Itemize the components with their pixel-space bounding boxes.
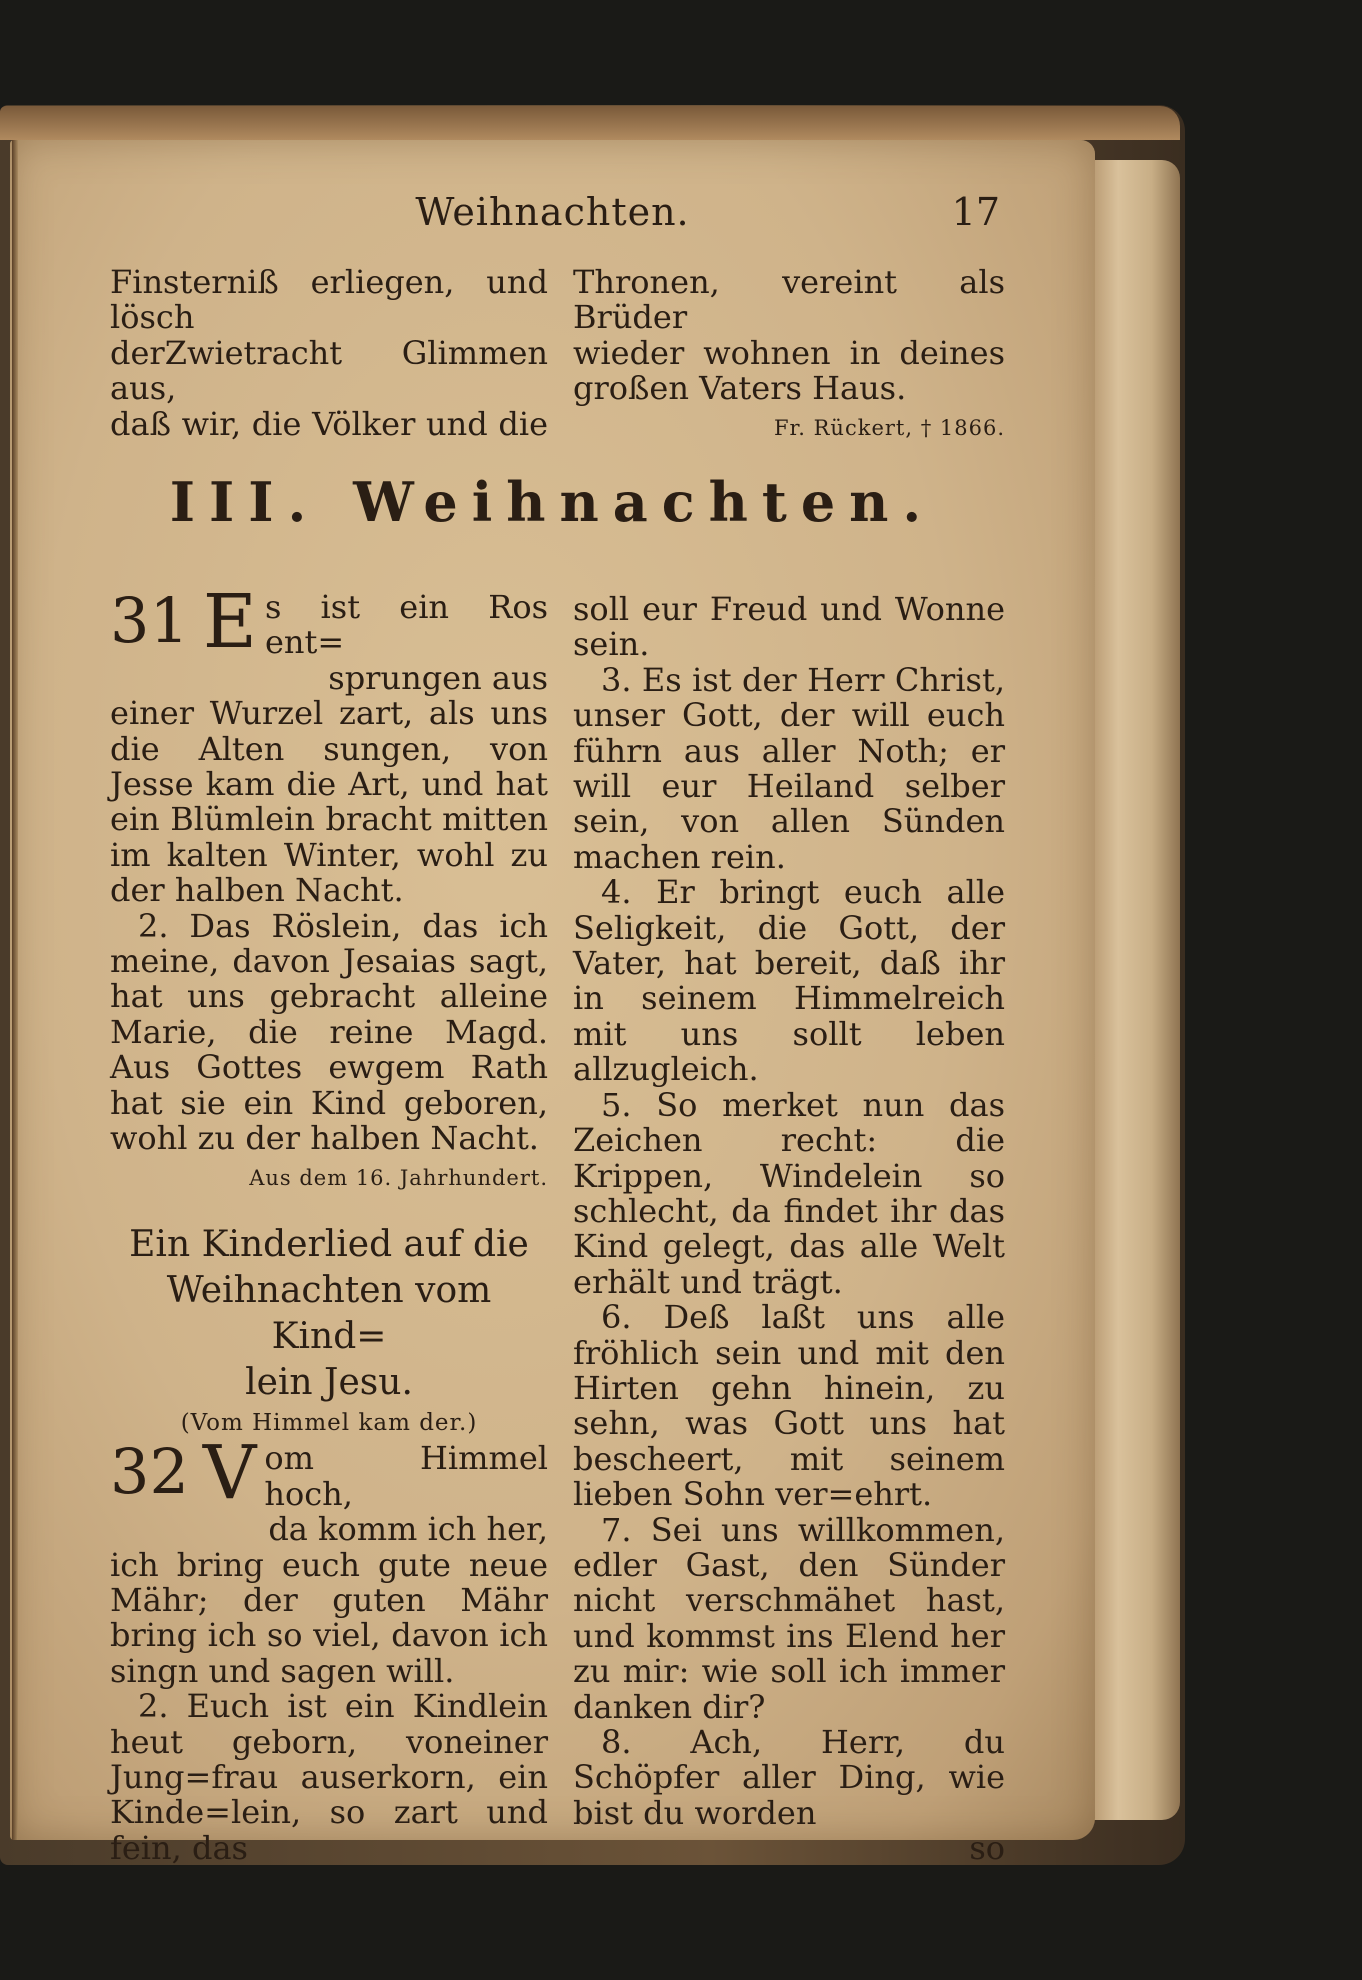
attribution: Fr. Rückert, † 1866. <box>773 415 1005 440</box>
top-right-text <box>573 265 1005 446</box>
hymn-31 <box>110 579 548 1196</box>
text-line: Thronen, vereint als Brüder <box>573 263 1005 337</box>
hymn-title-line: Ein Kinderlied auf die <box>129 1223 529 1265</box>
attribution: Aus dem 16. Jahrhundert. <box>249 1165 548 1190</box>
hymn-32 <box>110 1222 548 1866</box>
hymn-number: 32 <box>110 1435 189 1509</box>
drop-cap: V <box>202 1430 257 1517</box>
left-column <box>110 579 548 1867</box>
text-line: Finsterniß erliegen, und lösch <box>110 263 548 337</box>
hymn-title-line: Weihnachten vom Kind= <box>166 1269 492 1357</box>
hymn-number: 31 <box>110 584 189 657</box>
stanza: soll eur Freud und Wonne sein. <box>573 590 1005 664</box>
melody-note: (Vom Himmel kam der.) <box>180 1409 478 1436</box>
stanza: ich bring euch gute neue Mähr; der guten Mähr bring ich so viel, davon ich singn und sagen will. <box>110 1545 548 1690</box>
text-line: derZwietracht Glimmen aus, <box>110 333 548 408</box>
text-line: großen Vaters Haus. <box>573 369 907 408</box>
text-line: s ist ein Ros ent= <box>264 588 548 662</box>
stanza: 8. Ach, Herr, du Schöpfer aller Ding, wie bist du worden <box>573 1723 1005 1832</box>
catchword: so <box>969 1829 1005 1868</box>
page-gutter <box>12 140 18 1840</box>
stanza: 2. Das Röslein, das ich meine, davon Jesaias sagt, hat uns gebracht alleine Marie, die reine Magd. Aus Gottes ewgem Rath hat sie ein Kind geboren, wohl zu der halben Nacht. <box>110 906 548 1158</box>
top-left-text <box>110 265 548 442</box>
book-top-edge <box>0 106 1180 140</box>
page-edges <box>1085 160 1180 1820</box>
stanza: 3. Es ist der Herr Christ, unser Gott, der will euch führn aus aller Noth; er will eur Heiland selber sein, von allen Sünden machen rein. <box>573 660 1005 876</box>
stanza: 5. So merket nun das Zeichen recht: die Krippen, Windelein so schlecht, da findet ihr das Kind gelegt, das alle Welt erhält und trägt. <box>573 1085 1005 1301</box>
stanza: 7. Sei uns willkommen, edler Gast, den Sünder nicht verschmähet hast, und kommst ins Elend her zu mir: wie soll ich immer danken dir? <box>573 1510 1005 1726</box>
hymn-title-line: lein Jesu. <box>245 1361 413 1403</box>
text-line: da komm ich her, <box>268 1510 548 1549</box>
drop-cap: E <box>202 579 257 665</box>
stanza: 6. Deß laßt uns alle fröhlich sein und mit den Hirten gehn hinein, zu sehn, was Gott uns hat bescheert, mit seinem lieben Sohn ver=ehrt. <box>573 1298 1005 1514</box>
stanza: 4. Er bringt euch alle Seligkeit, die Gott, der Vater, hat bereit, daß ihr in seinem Himmelreich mit uns sollt leben allzugleich. <box>573 873 1005 1089</box>
text-line: om Himmel hoch, <box>264 1439 548 1513</box>
text-line: wieder wohnen in deines <box>573 333 1005 372</box>
stanza: einer Wurzel zart, als uns die Alten sungen, von Jesse kam die Art, und hat ein Blümlein bracht mitten im kalten Winter, wohl zu der halben Nacht. <box>110 694 548 910</box>
stanza: 2. Euch ist ein Kindlein heut geborn, voneiner Jung=frau auserkorn, ein Kinde=lein, so zart und fein, das <box>110 1687 548 1867</box>
page-number: 17 <box>951 190 1000 234</box>
book-page <box>10 140 1095 1868</box>
text-line: sprungen aus <box>328 658 548 697</box>
section-heading: III. Weihnachten. <box>169 470 936 534</box>
right-column <box>573 592 1005 1867</box>
text-line: daß wir, die Völker und die <box>110 404 548 443</box>
running-header-title: Weihnachten. <box>415 190 690 234</box>
